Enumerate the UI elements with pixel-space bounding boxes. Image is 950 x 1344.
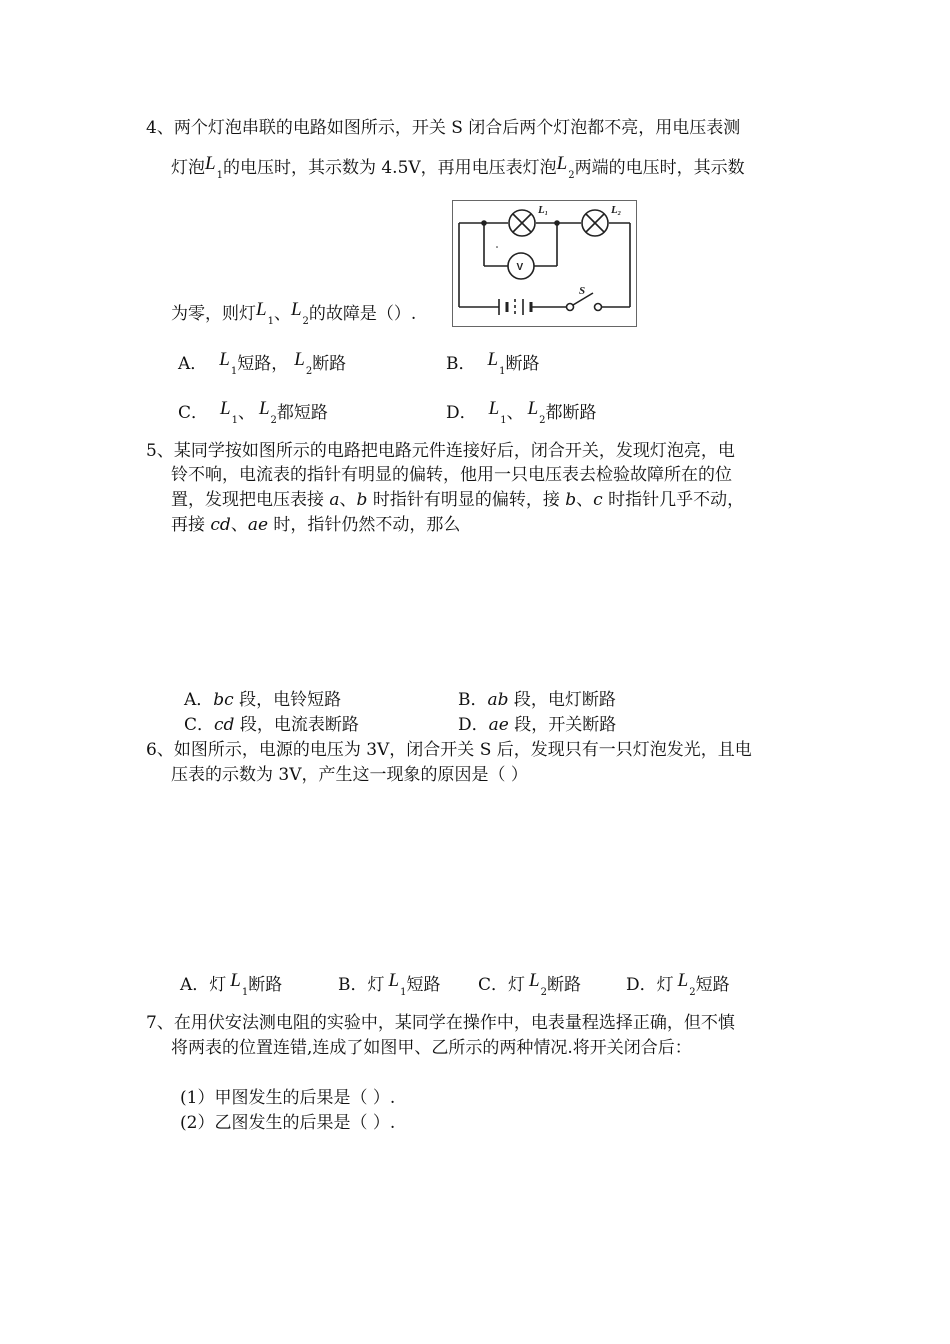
q5-text: 时指针几乎不动， bbox=[602, 490, 745, 510]
option-text: 、 bbox=[506, 403, 524, 423]
option-var: ae bbox=[488, 715, 509, 735]
lamp-symbol: L bbox=[388, 970, 400, 991]
option-label: C． bbox=[184, 715, 215, 735]
q6-option-a[interactable] bbox=[180, 970, 283, 1000]
option-label: D．灯 bbox=[626, 975, 674, 995]
q5-var: b bbox=[356, 490, 368, 510]
q6-option-c[interactable] bbox=[478, 970, 581, 1000]
svg-text:L2 bbox=[610, 204, 621, 217]
q4-option-a[interactable] bbox=[178, 349, 347, 379]
q4-text: 两端的电压时，其示数 bbox=[574, 158, 745, 178]
q4-text: 灯泡 bbox=[171, 158, 205, 178]
label-l1: L bbox=[538, 204, 545, 216]
option-label: C． bbox=[178, 403, 209, 423]
lamp-symbol: L bbox=[258, 398, 270, 419]
q5-line-1: 5、某同学按如图所示的电路把电路元件连接好后，闭合开关，发现灯泡亮，电 bbox=[146, 441, 735, 461]
q5-var: cd bbox=[210, 515, 231, 535]
subscript: 2 bbox=[305, 366, 313, 377]
q5-var: a bbox=[329, 490, 340, 510]
q6-option-b[interactable] bbox=[338, 970, 441, 1000]
q5-line-3 bbox=[171, 488, 744, 512]
option-label: B．灯 bbox=[338, 975, 385, 995]
option-label: B． bbox=[446, 354, 476, 374]
option-label: D． bbox=[458, 715, 489, 735]
option-text: 断路 bbox=[248, 975, 283, 995]
option-text: 都短路 bbox=[276, 403, 328, 423]
q6-line-2: 压表的示数为 3V，产生这一现象的原因是（ ） bbox=[171, 765, 528, 785]
subscript: 1 bbox=[241, 987, 249, 998]
q5-var: ae bbox=[247, 515, 269, 535]
lamp-symbol: L bbox=[677, 970, 689, 991]
subscript: 2 bbox=[302, 316, 309, 327]
q5-text: 时，指针仍然不动，那么 bbox=[268, 515, 461, 535]
label-l2: L bbox=[611, 204, 618, 216]
subscript: 1 bbox=[216, 170, 223, 181]
circuit-svg bbox=[453, 201, 636, 326]
switch-label: S bbox=[579, 285, 586, 297]
svg-text:L1 bbox=[537, 204, 548, 217]
option-text: 短路， bbox=[237, 354, 289, 374]
option-text: 短路 bbox=[406, 975, 441, 995]
lamp-symbol: L bbox=[488, 398, 500, 419]
q5-option-a[interactable] bbox=[184, 688, 341, 712]
q5-text: 、 bbox=[576, 490, 594, 510]
option-label: A． bbox=[178, 354, 208, 374]
q7-line-1: 7、在用伏安法测电阻的实验中，某同学在操作中，电表量程选择正确，但不慎 bbox=[146, 1013, 735, 1033]
q4-line-1: 4、两个灯泡串联的电路如图所示，开关 S 闭合后两个灯泡都不亮，用电压表测 bbox=[146, 118, 741, 138]
q5-var: c bbox=[593, 490, 603, 510]
lamp-symbol: L bbox=[556, 153, 568, 174]
q5-option-b[interactable] bbox=[458, 688, 616, 712]
q4-circuit-diagram bbox=[452, 200, 637, 327]
q7-sub-1: (1）甲图发生的后果是（ ）. bbox=[180, 1088, 396, 1108]
subscript: 2 bbox=[568, 170, 575, 181]
option-label: C．灯 bbox=[478, 975, 526, 995]
lamp-symbol: L bbox=[219, 349, 230, 370]
q4-option-d[interactable] bbox=[446, 398, 597, 428]
option-var: bc bbox=[213, 690, 234, 710]
option-label: D． bbox=[446, 403, 477, 423]
q4-option-b[interactable] bbox=[446, 349, 540, 379]
q7-line-2: 将两表的位置连错,连成了如图甲、乙所示的两种情况.将开关闭合后： bbox=[171, 1038, 692, 1058]
option-text: 段，电铃短路 bbox=[233, 690, 342, 710]
subscript: 1 bbox=[500, 415, 507, 426]
option-text: 段，电流表断路 bbox=[234, 715, 359, 735]
option-text: 段，电灯断路 bbox=[508, 690, 616, 710]
q5-text: 再接 bbox=[171, 515, 211, 535]
option-text: 断路 bbox=[546, 975, 581, 995]
label-l2-sub: 2 bbox=[617, 211, 621, 217]
option-text: 断路 bbox=[505, 354, 540, 374]
option-text: 段，开关断路 bbox=[508, 715, 617, 735]
q4-text: 的电压时，其示数为 4.5V，再用电压表灯泡 bbox=[222, 158, 557, 178]
q5-text: 置，发现把电压表接 bbox=[171, 490, 330, 510]
lamp-symbol: L bbox=[290, 299, 302, 320]
subscript: 2 bbox=[270, 415, 277, 426]
option-text: 断路 bbox=[312, 354, 347, 374]
lamp-symbol: L bbox=[527, 398, 539, 419]
option-var: ab bbox=[487, 690, 509, 710]
option-label: A． bbox=[184, 690, 214, 710]
voltmeter-label: V bbox=[516, 262, 524, 273]
subscript: 1 bbox=[400, 987, 407, 998]
subscript: 1 bbox=[267, 316, 274, 327]
subscript: 1 bbox=[499, 366, 506, 377]
option-var: cd bbox=[214, 715, 235, 735]
q6-line-1: 6、如图所示，电源的电压为 3V，闭合开关 S 后，发现只有一只灯泡发光，且电 bbox=[146, 740, 752, 760]
q4-text: 的故障是（）. bbox=[308, 304, 417, 324]
subscript: 1 bbox=[230, 366, 238, 377]
q7-sub-2: (2）乙图发生的后果是（ ）. bbox=[180, 1113, 396, 1133]
option-label: A．灯 bbox=[180, 975, 227, 995]
option-label: B． bbox=[458, 690, 488, 710]
q4-text: 、 bbox=[273, 304, 291, 324]
q4-text: 为零，则灯 bbox=[171, 304, 256, 324]
subscript: 1 bbox=[231, 415, 238, 426]
label-l1-sub: 1 bbox=[544, 211, 548, 217]
q4-option-c[interactable] bbox=[178, 398, 328, 428]
option-text: 、 bbox=[237, 403, 255, 423]
subscript: 2 bbox=[689, 987, 696, 998]
lamp-symbol: L bbox=[294, 349, 305, 370]
lamp-symbol: L bbox=[256, 299, 267, 320]
q5-text: 、 bbox=[230, 515, 248, 535]
q5-line-4 bbox=[171, 513, 460, 537]
option-text: 都断路 bbox=[545, 403, 597, 423]
q5-var: b bbox=[565, 490, 577, 510]
q4-line-3 bbox=[171, 299, 417, 329]
lamp-symbol: L bbox=[230, 970, 241, 991]
q5-option-c[interactable] bbox=[184, 713, 359, 737]
q5-option-d[interactable] bbox=[458, 713, 616, 737]
lamp-symbol: L bbox=[205, 153, 216, 174]
q5-line-2: 铃不响，电流表的指针有明显的偏转，他用一只电压表去检验故障所在的位 bbox=[171, 465, 732, 485]
subscript: 2 bbox=[539, 415, 546, 426]
subscript: 2 bbox=[540, 987, 547, 998]
q4-line-2 bbox=[171, 153, 745, 183]
lamp-symbol: L bbox=[529, 970, 540, 991]
q5-text: 时指针有明显的偏转，接 bbox=[367, 490, 566, 510]
q5-text: 、 bbox=[339, 490, 357, 510]
lamp-symbol: L bbox=[220, 398, 231, 419]
lamp-symbol: L bbox=[487, 349, 499, 370]
q6-option-d[interactable] bbox=[626, 970, 730, 1000]
option-text: 短路 bbox=[695, 975, 730, 995]
